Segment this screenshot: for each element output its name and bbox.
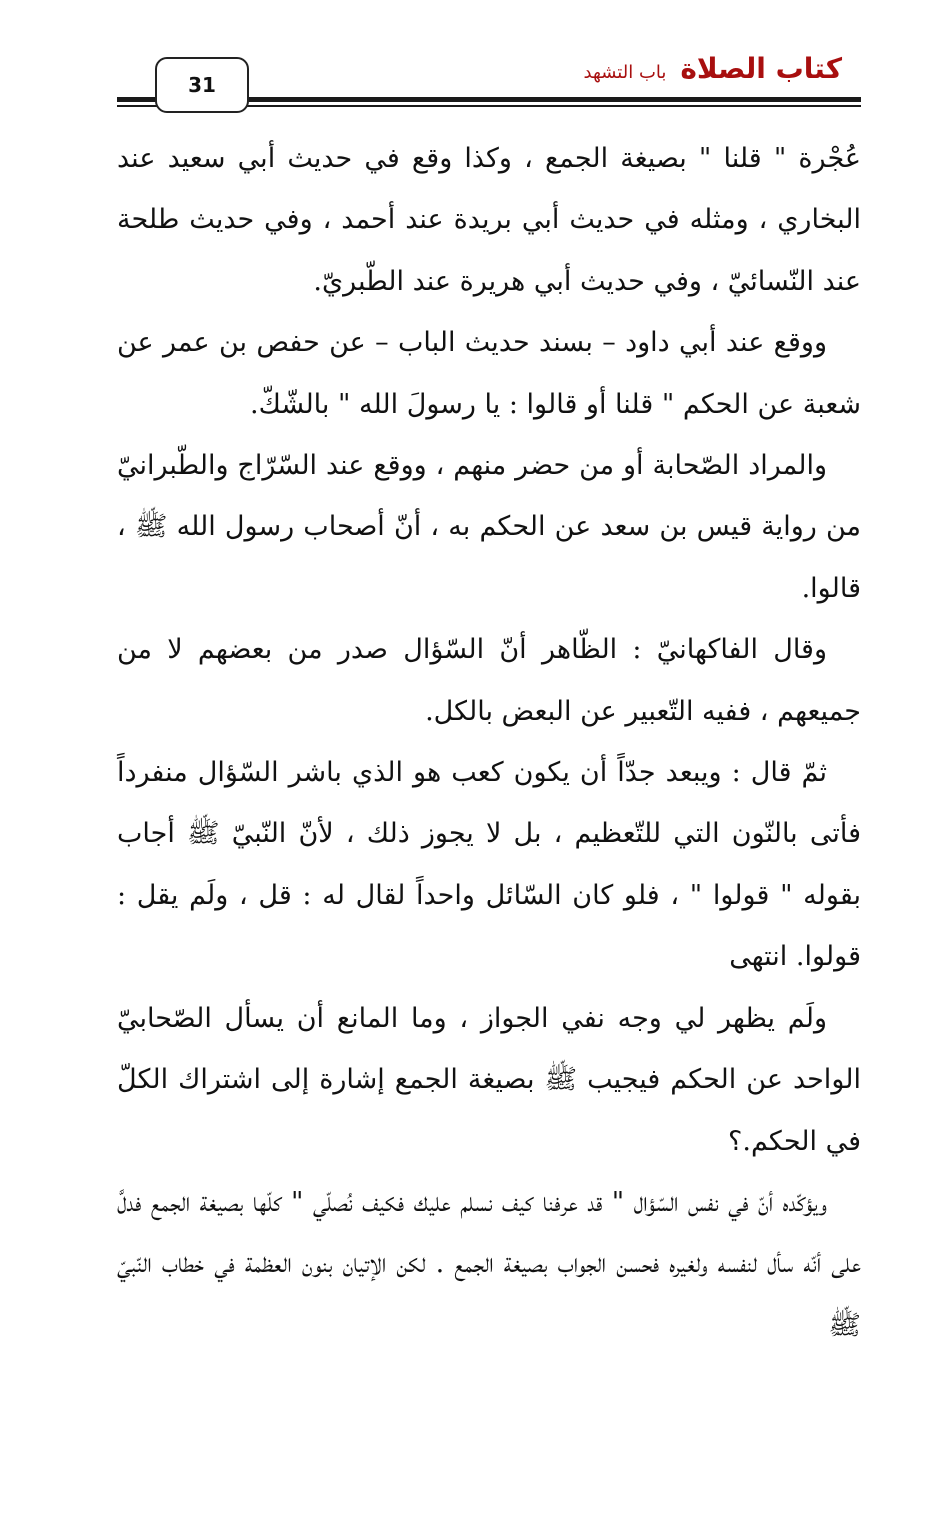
paragraph: ثمّ قال : ويبعد جدّاً أن يكون كعب هو الذي باشر السّؤال منفرداً فأتى بالنّون التي للتّعظيم ، بل لا يجوز ذلك ، لأنّ النّبيّ ﷺ أجاب بقوله " قولوا " ، فلو كان السّائل واحداً لقال له : قل ، ولَم يقل : قولوا. انتهى [117,757,861,973]
paragraph: والمراد الصّحابة أو من حضر منهم ، ووقع عند السّرّاج والطّبرانيّ من رواية قيس بن سعد عن الحكم به ، أنّ أصحاب رسول الله ﷺ ، قالوا. [117,450,861,604]
page-header [0,0,945,120]
paragraph: عُجْرة " قلنا " بصيغة الجمع ، وكذا وقع في حديث أبي سعيد عند البخاري ، ومثله في حديث أبي بريدة عند أحمد ، وفي حديث طلحة عند النّسائيّ ، وفي حديث أبي هريرة عند الطّبريّ. [117,143,861,297]
paragraph: ولَم يظهر لي وجه نفي الجواز ، وما المانع أن يسأل الصّحابيّ الواحد عن الحكم فيجيب ﷺ بصيغة الجمع إشارة إلى اشتراك الكلّ في الحكم.؟ [117,1002,861,1157]
book-title: كتاب الصلاة [680,52,842,85]
body-text [117,128,861,1356]
paragraph: وقال الفاكهانيّ : الظّاهر أنّ السّؤال صدر من بعضهم لا من جميعهم ، ففيه التّعبير عن البعض بالكل. [117,634,861,727]
paragraph: ووقع عند أبي داود – بسند حديث الباب – عن حفص بن عمر عن شعبة عن الحكم " قلنا أو قالوا : يا رسولَ الله " بالشّكّ. [117,327,861,420]
chapter-title: باب التشهد [583,62,667,83]
paragraph: ويؤكّده أنّ في نفس السّؤال " قد عرفنا كيف نسلم عليك فكيف نُصلّي " كلّها بصيغة الجمع فدلَّ على أنّه سأل لنفسه ولغيره فحسن الجواب بصيغة الجمع . لكن الإتيان بنون العظمة في خطاب النّبيّ ﷺ [117,1186,861,1341]
page-number: 31 [155,57,249,113]
running-head [584,52,843,85]
